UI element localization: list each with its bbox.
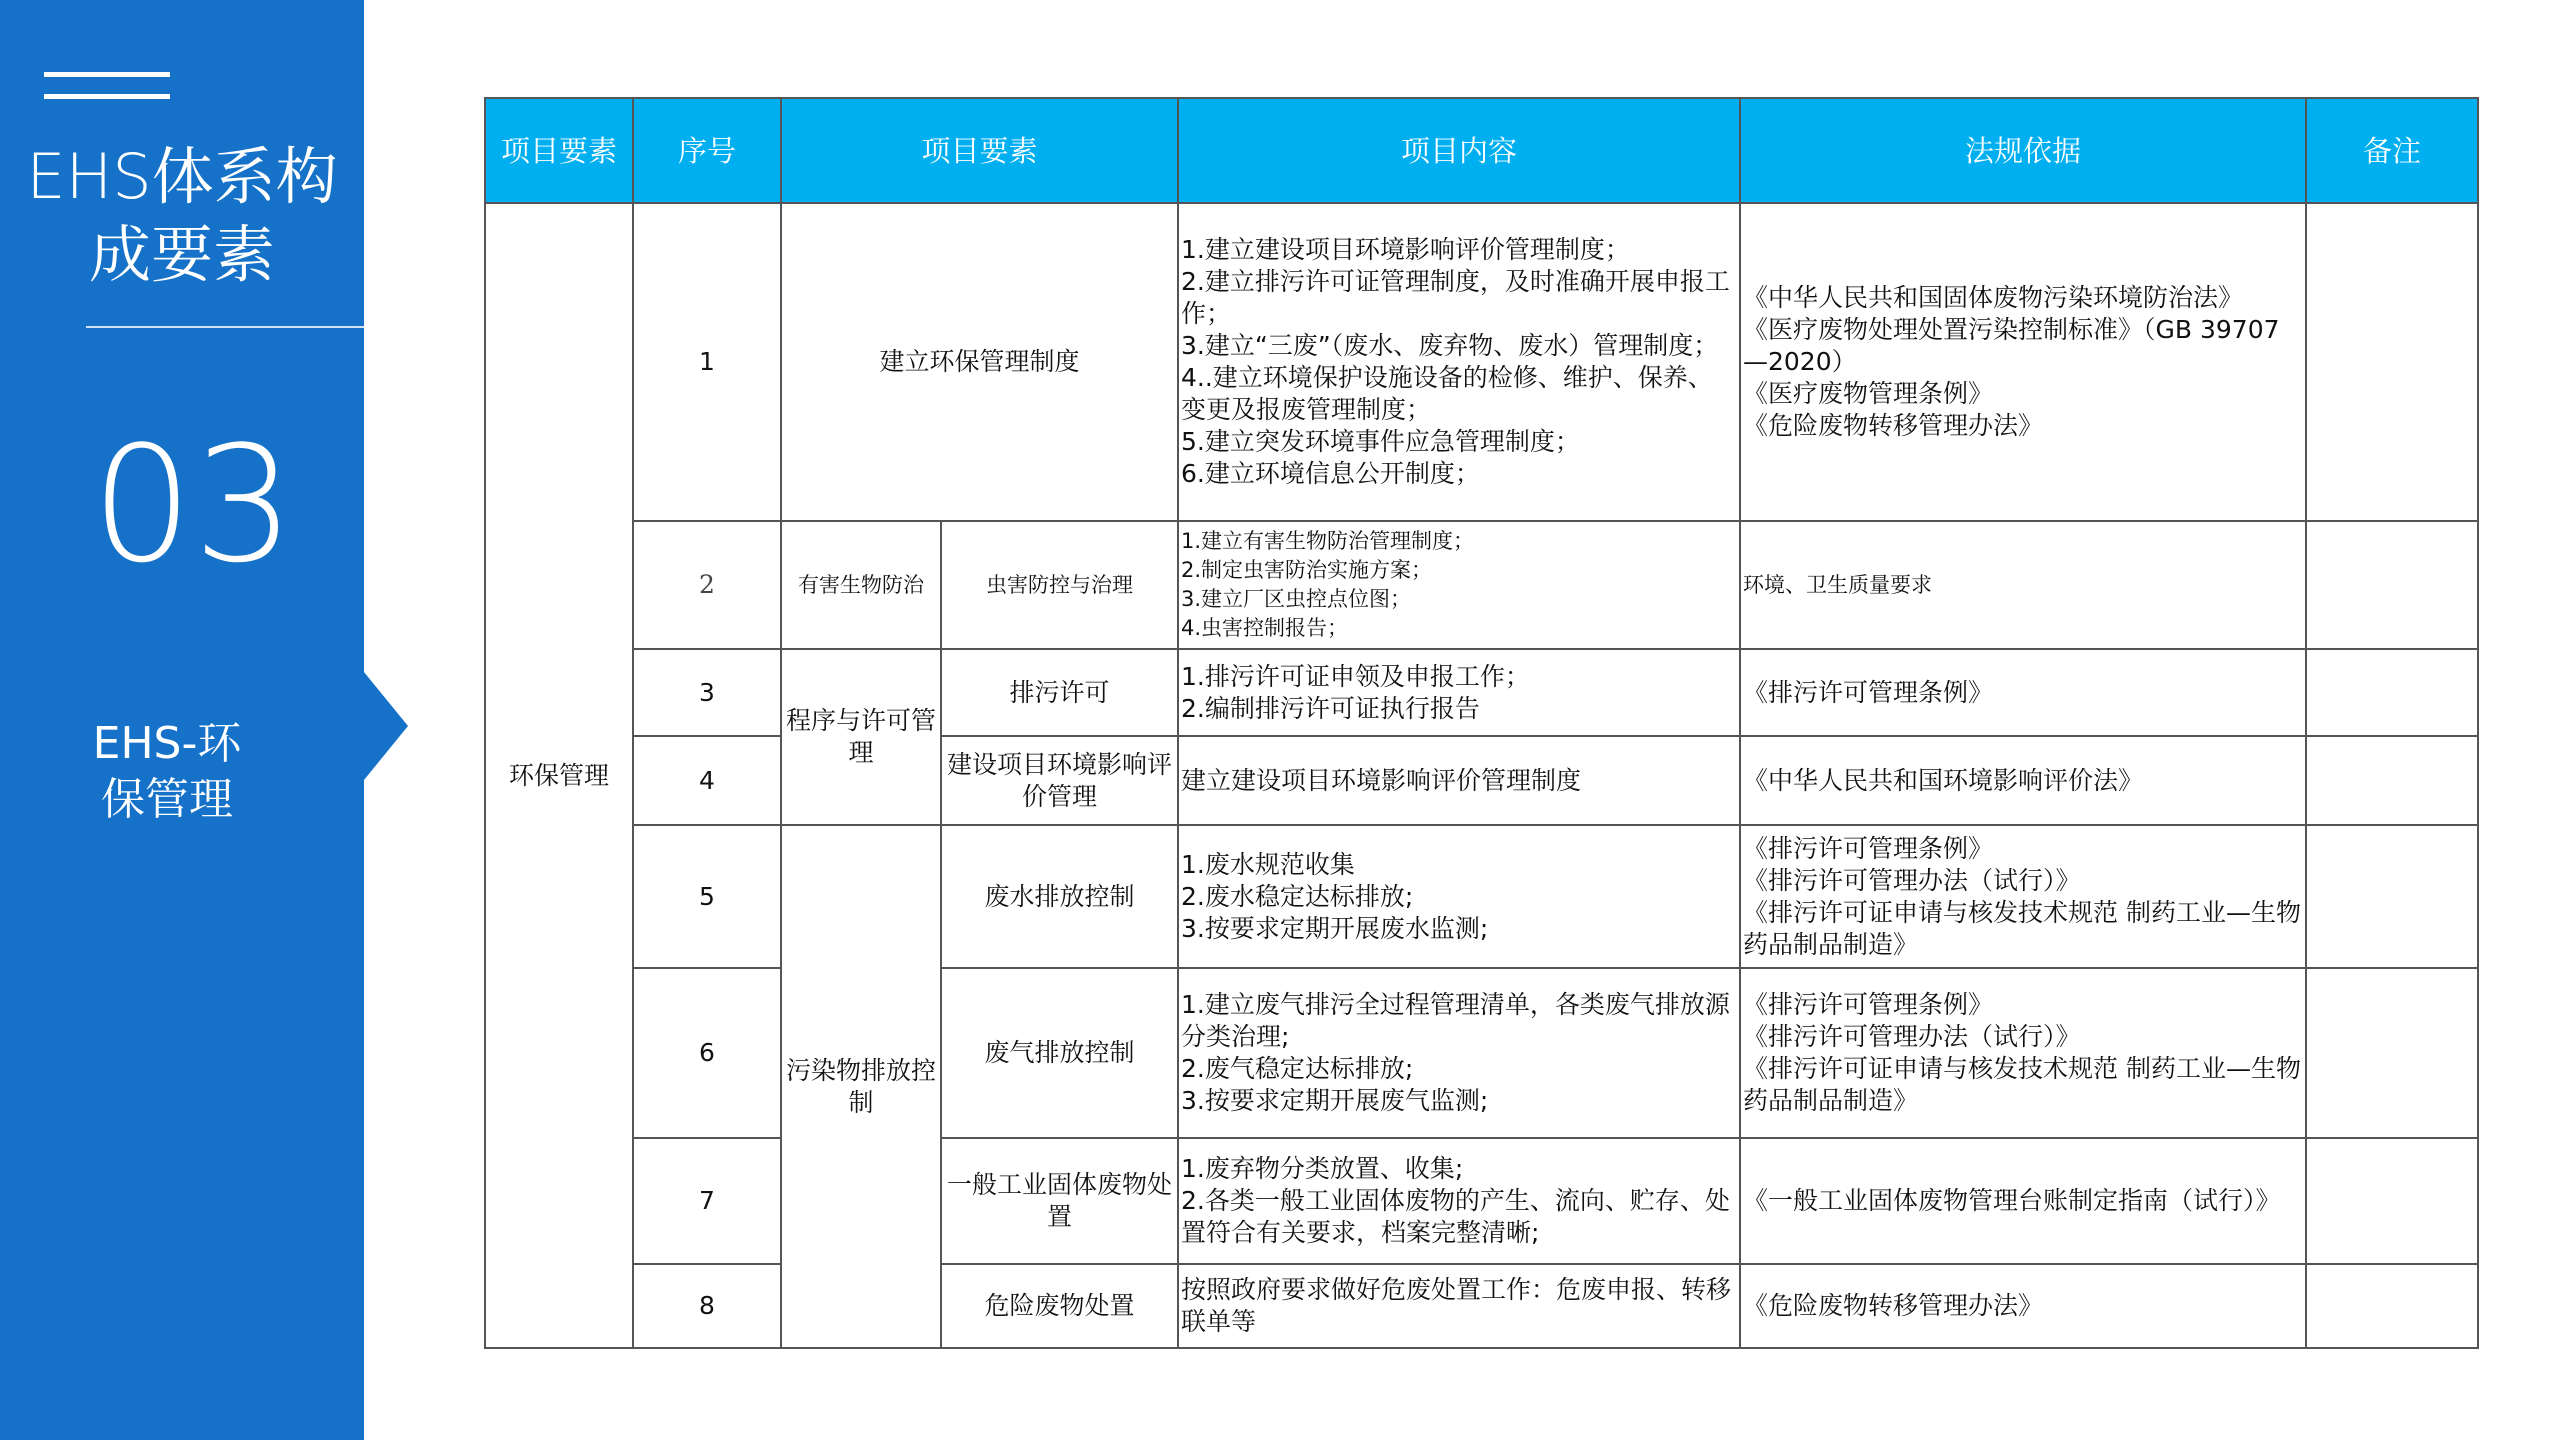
row-number: 8	[633, 1264, 781, 1348]
sidebar	[0, 0, 364, 1440]
row-basis	[1740, 825, 2306, 968]
row-content	[1178, 1264, 1740, 1348]
menu-lines-icon	[44, 72, 170, 77]
header-basis: 法规依据	[1740, 98, 2306, 203]
basis-line: 《一般工业固体废物管理台账制定指南（试行）》	[1743, 1186, 2281, 1215]
content-line: 2.各类一般工业固体废物的产生、流向、贮存、处置符合有关要求，档案完整清晰;	[1181, 1186, 1730, 1247]
content-line: 4.虫害控制报告；	[1181, 616, 1349, 640]
row-remark	[2306, 736, 2478, 825]
row-content	[1178, 203, 1740, 521]
row-content	[1178, 968, 1740, 1138]
row-element: 一般工业固体废物处置	[941, 1138, 1178, 1264]
row-content	[1178, 1138, 1740, 1264]
row-basis	[1740, 1138, 2306, 1264]
row-element: 排污许可	[941, 649, 1178, 736]
content-line: 建立建设项目环境影响评价管理制度	[1181, 765, 1582, 795]
section-title-line1: EHS体系构	[26, 140, 338, 213]
header-element: 项目要素	[781, 98, 1178, 203]
row-content	[1178, 736, 1740, 825]
row-basis	[1740, 203, 2306, 521]
row-element: 危险废物处置	[941, 1264, 1178, 1348]
row-group: 有害生物防治	[781, 521, 941, 649]
row-remark	[2306, 649, 2478, 736]
content-line: 1.建立废气排污全过程管理清单，各类废气排放源分类治理;	[1181, 990, 1730, 1051]
content-line: 6.建立环境信息公开制度；	[1181, 459, 1480, 488]
row-element: 废气排放控制	[941, 968, 1178, 1138]
row-basis	[1740, 736, 2306, 825]
basis-line: 《排污许可管理办法（试行）》	[1743, 1022, 2081, 1051]
basis-line: 《危险废物转移管理办法》	[1743, 1291, 2044, 1320]
content-line: 1.废弃物分类放置、收集;	[1181, 1154, 1464, 1183]
row-remark	[2306, 1138, 2478, 1264]
section-title	[0, 138, 364, 294]
content-line: 3.按要求定期开展废水监测;	[1181, 913, 1489, 943]
content-line: 3.建立“三废”（废水、废弃物、废水）管理制度；	[1181, 331, 1719, 360]
section-number: 03	[91, 411, 295, 598]
content-line: 按照政府要求做好危废处置工作：危废申报、转移联单等	[1181, 1275, 1732, 1336]
content-line: 3.按要求定期开展废气监测;	[1181, 1086, 1489, 1115]
basis-line: 《排污许可证申请与核发技术规范 制药工业—生物药品制品制造》	[1743, 1054, 2301, 1115]
row-basis	[1740, 521, 2306, 649]
ehs-environment-table	[484, 97, 2479, 1349]
header-number: 序号	[633, 98, 781, 203]
row-element: 废水排放控制	[941, 825, 1178, 968]
row-content	[1178, 825, 1740, 968]
section-subtitle-line1: EHS-环	[92, 718, 242, 769]
content-line: 2.废气稳定达标排放;	[1181, 1054, 1414, 1083]
row-number: 5	[633, 825, 781, 968]
row-basis	[1740, 649, 2306, 736]
table-row	[485, 521, 2478, 649]
content-line: 2.建立排污许可证管理制度，及时准确开展申报工作；	[1181, 267, 1730, 328]
header-content: 项目内容	[1178, 98, 1740, 203]
table-header-row	[485, 98, 2478, 203]
basis-line: 《排污许可管理办法（试行）》	[1743, 865, 2081, 895]
row-remark	[2306, 825, 2478, 968]
table-row	[485, 203, 2478, 521]
content-line: 2.制定虫害防治实施方案；	[1181, 558, 1433, 582]
row-basis	[1740, 968, 2306, 1138]
row-number: 6	[633, 968, 781, 1138]
content-line: 2.废水稳定达标排放;	[1181, 881, 1414, 911]
row-basis	[1740, 1264, 2306, 1348]
row-number: 2	[633, 521, 781, 649]
section-title-line2: 成要素	[88, 218, 275, 291]
row-element: 虫害防控与治理	[941, 521, 1178, 649]
row-element: 建设项目环境影响评价管理	[941, 736, 1178, 825]
category-cell: 环保管理	[485, 203, 633, 1348]
section-subtitle-line2: 保管理	[101, 774, 233, 825]
basis-line: 《排污许可管理条例》	[1743, 833, 1994, 863]
basis-line: 《危险废物转移管理办法》	[1743, 411, 2044, 440]
row-remark	[2306, 521, 2478, 649]
row-element: 建立环保管理制度	[781, 203, 1178, 521]
row-remark	[2306, 203, 2478, 521]
basis-line: 《排污许可管理条例》	[1743, 677, 1994, 707]
basis-line: 《中华人民共和国环境影响评价法》	[1743, 765, 2144, 795]
header-category: 项目要素	[485, 98, 633, 203]
row-content	[1178, 521, 1740, 649]
content-line: 1.废水规范收集	[1181, 849, 1355, 879]
row-remark	[2306, 968, 2478, 1138]
header-remark: 备注	[2306, 98, 2478, 203]
table-row	[485, 825, 2478, 968]
content-line: 3.建立厂区虫控点位图；	[1181, 587, 1412, 611]
basis-line: 《排污许可管理条例》	[1743, 990, 1994, 1019]
row-content	[1178, 649, 1740, 736]
row-group: 程序与许可管理	[781, 649, 941, 825]
content-line: 5.建立突发环境事件应急管理制度；	[1181, 427, 1580, 456]
row-number: 3	[633, 649, 781, 736]
content-line: 1.建立有害生物防治管理制度；	[1181, 529, 1475, 553]
sidebar-divider	[86, 326, 506, 328]
basis-line: 《排污许可证申请与核发技术规范 制药工业—生物药品制品制造》	[1743, 897, 2301, 959]
content-line: 2.编制排污许可证执行报告	[1181, 693, 1480, 723]
basis-line: 《医疗废物处理处置污染控制标准》（GB 39707—2020）	[1743, 315, 2280, 376]
basis-line: 环境、卫生质量要求	[1743, 572, 1932, 597]
row-number: 4	[633, 736, 781, 825]
sidebar-arrow-notch	[364, 672, 408, 780]
menu-lines-icon-bottom	[44, 94, 170, 99]
section-subtitle	[0, 716, 334, 828]
row-number: 7	[633, 1138, 781, 1264]
row-number: 1	[633, 203, 781, 521]
basis-line: 《中华人民共和国固体废物污染环境防治法》	[1743, 283, 2244, 312]
row-group: 污染物排放控制	[781, 825, 941, 1348]
basis-line: 《医疗废物管理条例》	[1743, 379, 1994, 408]
content-line: 1.建立建设项目环境影响评价管理制度；	[1181, 235, 1630, 264]
table-row	[485, 649, 2478, 736]
content-line: 1.排污许可证申领及申报工作；	[1181, 661, 1530, 691]
row-remark	[2306, 1264, 2478, 1348]
content-line: 4..建立环境保护设施设备的检修、维护、保养、变更及报废管理制度；	[1181, 363, 1713, 424]
